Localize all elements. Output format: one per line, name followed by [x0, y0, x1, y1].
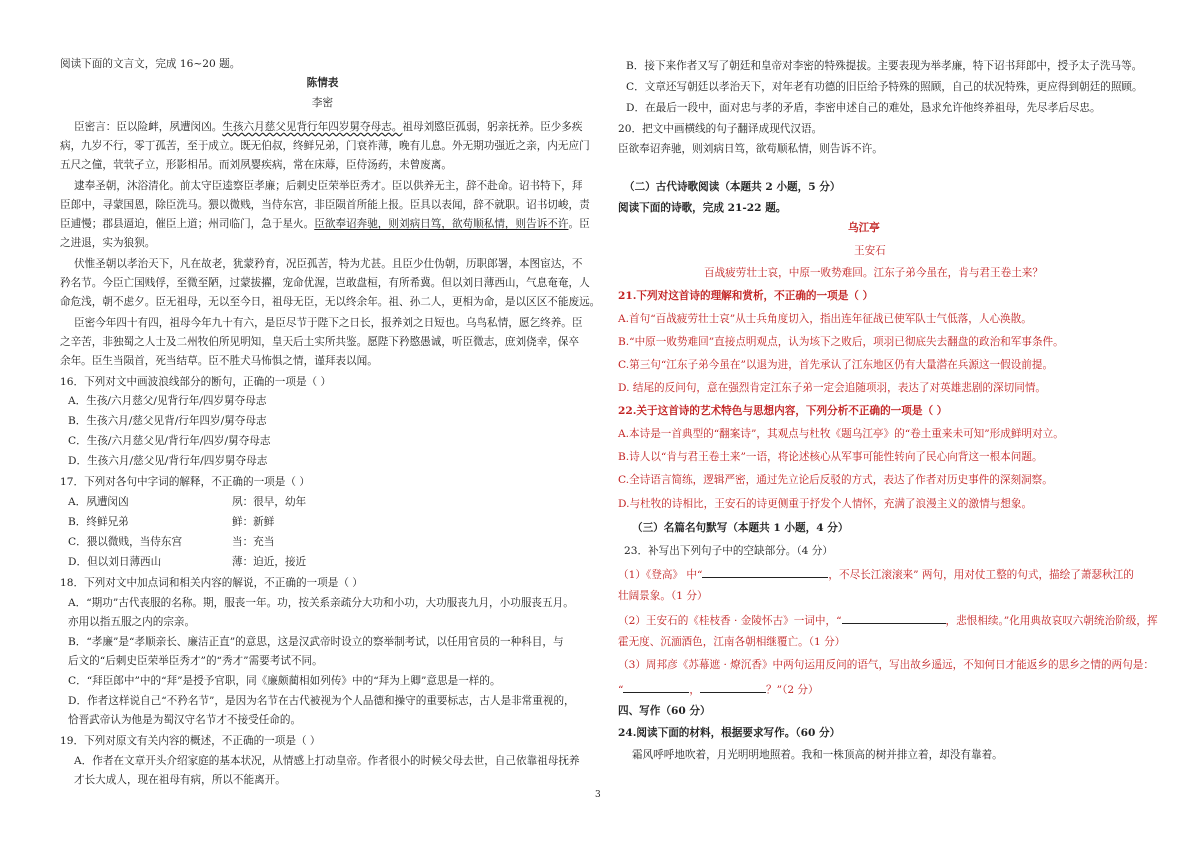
passage-title: 陈情表 — [306, 77, 339, 89]
question-21-option: B.“中原一败势难回”直接点明观点，认为垓下之败后，项羽已彻底失去翻盘的政治和军事条件。 — [618, 336, 1064, 348]
question-17-stem: 17．下列对各句中字词的解释，不正确的一项是（ ） — [60, 476, 310, 488]
answer-blank — [700, 681, 766, 693]
answer-blank — [623, 681, 689, 693]
passage-line: 之进退，实为狼狈。 — [60, 237, 156, 249]
passage-line: 余年。臣生当陨首，死当结草。臣不胜犬马怖惧之情，谨拜表以闻。 — [60, 355, 378, 367]
question-16-option: C．生孩/六月慈父见/背行年/四岁/舅夺母志 — [68, 435, 271, 447]
question-23-item-3: （3）周邦彦《苏幕遮 · 燎沉香》中两句运用反问的语气，写出故乡遥远，不知何日才能返乡的思乡之情的两句是： — [618, 659, 1154, 671]
question-16-stem: 16．下列对文中画波浪线部分的断句，正确的一项是（ ） — [60, 376, 332, 388]
question-24-stem: 24.阅读下面的材料，根据要求写作。（60 分） — [618, 727, 841, 739]
question-18-line: B．“孝廉”是“孝顺亲长、廉洁正直”的意思，这是汉武帝时设立的察举制考试，以任用官员的一种科目，与 — [68, 636, 564, 648]
question-22-option: A.本诗是一首典型的“翻案诗”，其观点与杜牧《题乌江亭》的“卷土重来未可知”形成鲜明对立。 — [618, 428, 1064, 440]
question-17-option: D．但以刘日薄西山 — [68, 556, 162, 568]
question-23-item-1-cont: 壮阔景象。（1 分） — [618, 590, 708, 602]
question-18-line: A．“期功”古代丧服的名称。期，服丧一年。功，按关系亲疏分大功和小功，大功服丧九月，小功服丧五月。 — [68, 597, 574, 609]
question-18-line: 恰晋武帝认为他是为蜀汉守名节才不接受任命的。 — [68, 714, 302, 726]
question-23-stem: 23．补写出下列句子中的空缺部分。（4 分） — [624, 545, 833, 557]
poem-author: 王安石 — [854, 245, 886, 257]
passage-author: 李密 — [311, 97, 334, 109]
question-17-explanation: 当：充当 — [232, 536, 275, 548]
passage-line: 病，九岁不行，零丁孤苦，至于成立。既无伯叔，终鲜兄弟，门衰祚薄，晚有儿息。外无期功强近之亲，内无应门 — [60, 140, 590, 152]
question-23-item-3-cont: “ ， ？”（2 分） — [618, 681, 819, 697]
wavy-underlined-text: 生孩六月慈父见背行年四岁舅夺母志。 — [222, 121, 403, 133]
question-16-option: D．生孩六月/慈父见/背行年/四岁舅夺母志 — [68, 455, 268, 467]
question-19-line: A．作者在文章开头介绍家庭的基本状况，从情感上打动皇帝。作者很小的时候父母去世，自己依靠祖母抚养 — [74, 755, 580, 767]
question-21-option: A.首句“百战疲劳壮士哀”从士兵角度切入，指出连年征战已使军队士气低落，人心涣散。 — [618, 313, 1032, 325]
question-20-stem: 20．把文中画横线的句子翻译成现代汉语。 — [618, 123, 823, 135]
section-2-heading: （二）古代诗歌阅读（本题共 2 小题，5 分） — [624, 181, 841, 193]
section-4-heading: 四、写作（60 分） — [618, 705, 711, 717]
question-21-option: C.第三句“江东子弟今虽在”以退为进，首先承认了江东地区仍有大量潜在兵源这一假设前提。 — [618, 359, 1054, 371]
page-number: 3 — [595, 790, 601, 800]
question-18-line: C．“拜臣郎中”中的“拜”是授予官职，同《廉颇蔺相如列传》中的“拜为上卿”意思是一样的。 — [68, 675, 501, 687]
question-18-line: 后文的“后刺史臣荣举臣秀才”的“秀才”需要考试不同。 — [68, 655, 323, 667]
question-19-option: C．文章还写朝廷以孝治天下，对年老有功德的旧臣给予特殊的照顾，自己的状况特殊，更应得到朝廷的照顾。 — [626, 81, 1143, 93]
question-17-explanation: 夙：很早，幼年 — [232, 496, 307, 508]
passage-line: 命危浅，朝不虑夕。臣无祖母，无以至今日，祖母无臣，无以终余年。祖、孙二人，更相为命，是以区区不能废远。 — [60, 296, 601, 308]
question-16-option: B．生孩六月/慈父见背/行年四岁/舅夺母志 — [68, 415, 267, 427]
question-17-explanation: 薄：迫近，接近 — [232, 556, 307, 568]
question-19-stem: 19．下列对原文有关内容的概述，不正确的一项是（ ） — [60, 735, 321, 747]
section-3-heading: （三）名篇名句默写（本题共 1 小题，4 分） — [632, 522, 849, 534]
poem-text: 百战疲劳壮士哀，中原一败势难回。江东子弟今虽在，肯与君王卷土来？ — [704, 267, 1043, 279]
question-17-option: B．终鲜兄弟 — [68, 516, 129, 528]
question-22-option: C.全诗语言简练，逻辑严密，通过先立论后反驳的方式，表达了作者对历史事件的深刻洞察。 — [618, 474, 1053, 486]
passage-line: 之辛苦，非独蜀之人士及二州牧伯所见明知，皇天后土实所共鉴。愿陛下矜愍愚诚，听臣微志，庶刘侥幸，保卒 — [60, 336, 580, 348]
answer-blank — [842, 612, 946, 624]
question-17-option: C．猥以微贱，当侍东宫 — [68, 536, 183, 548]
question-16-option: A．生孩/六月慈父/见背行年/四岁舅夺母志 — [68, 395, 267, 407]
passage-line: 五尺之僮，茕茕孑立，形影相吊。而刘夙婴疾病，常在床蓐，臣侍汤药，未曾废离。 — [60, 159, 452, 171]
passage-line: 伏惟圣朝以孝治天下，凡在故老，犹蒙矜育，况臣孤苦，特为尤甚。且臣少仕伪朝，历职郎署，本图宦达，不 — [74, 258, 583, 270]
question-22-option: D.与杜牧的诗相比，王安石的诗更侧重于抒发个人情怀，充满了浪漫主义的激情与想象。 — [618, 498, 1033, 510]
poem-title: 乌江亭 — [848, 222, 880, 234]
reading-instruction: 阅读下面的文言文，完成 16~20 题。 — [60, 58, 241, 70]
passage-line: 逮奉圣朝，沐浴清化。前太守臣逵察臣孝廉；后刺史臣荣举臣秀才。臣以供养无主，辞不赴命。诏书特下，拜 — [74, 180, 583, 192]
question-19-option: B．接下来作者又写了朝廷和皇帝对李密的特殊提拔。主要表现为举孝廉，特下诏书拜郎中，授予太子洗马等。 — [626, 60, 1143, 72]
question-24-material: 霜风呼呼地吹着，月光明明地照着。我和一株顶高的树并排立着，却没有靠着。 — [632, 749, 1003, 761]
question-19-option: D．在最后一段中，面对忠与孝的矛盾，李密申述自己的难处，恳求允许他终养祖母，先尽孝后尽忠。 — [626, 102, 1101, 114]
question-18-line: 亦用以指五服之内的宗亲。 — [68, 616, 196, 628]
question-19-line: 才长大成人，现在祖母有病，所以不能离开。 — [74, 774, 286, 786]
passage-line: 臣密今年四十有四，祖母今年九十有六，是臣尽节于陛下之日长，报养刘之日短也。乌鸟私情，愿乞终养。臣 — [74, 317, 583, 329]
question-18-line: D．作者这样说自己“不矜名节”，是因为名节在古代被视为个人品德和操守的重要标志，古人是非常重视的， — [68, 695, 575, 707]
passage-line: 矜名节。今臣亡国贱俘，至微至陋，过蒙拔擢，宠命优渥，岂敢盘桓，有所希冀。但以刘日薄西山，气息奄奄，人 — [60, 277, 590, 289]
question-17-option: A．夙遭闵凶 — [68, 496, 129, 508]
question-23-item-1: （1）《登高》 中“ ，不尽长江滚滚来” 两句，用对仗工整的句式，描绘了萧瑟秋江的 — [618, 566, 1134, 582]
question-17-explanation: 鲜：新鲜 — [232, 516, 275, 528]
question-21-stem: 21.下列对这首诗的理解和赏析，不正确的一项是（ ） — [618, 290, 874, 302]
passage-line: 臣郎中，寻蒙国恩，除臣洗马。猥以微贱，当侍东宫，非臣陨首所能上报。臣具以表闻，辞不就职。诏书切峻，责 — [60, 199, 590, 211]
passage-line: 臣密言：臣以险衅，夙遭闵凶。生孩六月慈父见背行年四岁舅夺母志。祖母刘愍臣孤弱，躬亲抚养。臣少多疾 — [74, 121, 583, 133]
section-2-instruction: 阅读下面的诗歌，完成 21-22 题。 — [618, 202, 787, 214]
passage-line: 臣逋慢；郡县逼迫，催臣上道；州司临门，急于星火。臣欲奉诏奔驰，则刘病日笃，欲苟顺私情，则告诉不许。臣 — [60, 218, 590, 230]
question-23-item-2-cont: 霍无度、沉湎酒色，江南各朝相继覆亡。（1 分） — [618, 636, 846, 648]
question-23-item-2: （2）王安石的《桂枝香 · 金陵怀古》一词中，“ ，悲恨相续。”化用典故哀叹六朝统治阶级，挥 — [618, 612, 1158, 628]
question-22-stem: 22.关于这首诗的艺术特色与思想内容，下列分析不正确的一项是（ ） — [618, 405, 948, 417]
underlined-text: 臣欲奉诏奔驰，则刘病日笃，欲苟顺私情，则告诉不许 — [314, 218, 569, 230]
question-22-option: B.诗人以“肯与君王卷土来”一语，将论述核心从军事可能性转向了民心向背这一根本问题。 — [618, 451, 1043, 463]
question-21-option: D. 结尾的反问句，意在强烈肯定江东子弟一定会追随项羽，表达了对英雄悲剧的深切同情。 — [618, 382, 1047, 394]
answer-blank — [702, 566, 828, 578]
question-20-sentence: 臣欲奉诏奔驰，则刘病日笃，欲苟顺私情，则告诉不许。 — [618, 143, 883, 155]
question-18-stem: 18．下列对文中加点词和相关内容的解说，不正确的一项是（ ） — [60, 577, 363, 589]
